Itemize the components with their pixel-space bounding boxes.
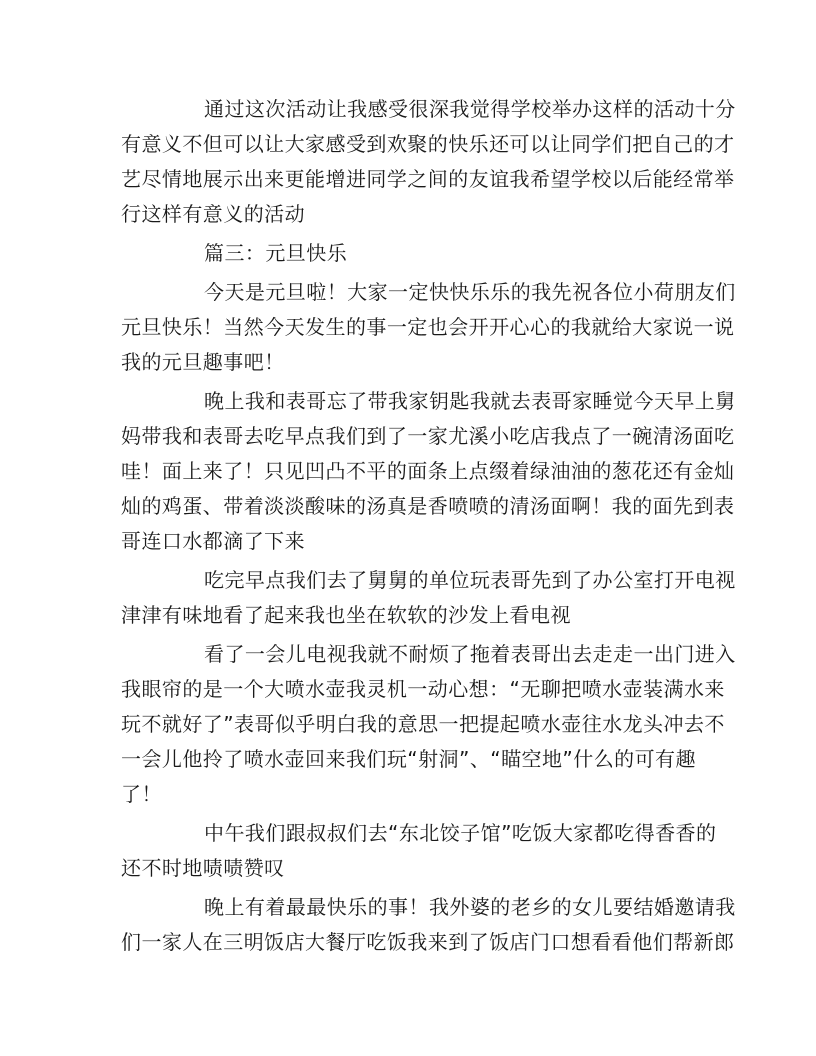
text-line: 灿的鸡蛋、带着淡淡酸味的汤真是香喷喷的清汤面啊！我的面先到表 bbox=[121, 494, 735, 518]
text-line: 元旦快乐！当然今天发生的事一定也会开开心心的我就给大家说一说 bbox=[121, 315, 735, 339]
text-line: 晚上我和表哥忘了带我家钥匙我就去表哥家睡觉今天早上舅 bbox=[204, 389, 736, 413]
text-line: 哥连口水都滴了下来 bbox=[121, 529, 306, 553]
text-line: 吃完早点我们去了舅舅的单位玩表哥先到了办公室打开电视 bbox=[204, 568, 736, 592]
text-line: 中午我们跟叔叔们去“东北饺子馆”吃饭大家都吃得香香的 bbox=[204, 821, 717, 845]
text-line: 还不时地啧啧赞叹 bbox=[121, 856, 285, 880]
text-line: 通过这次活动让我感受很深我觉得学校举办这样的活动十分 bbox=[204, 97, 736, 121]
text-line: 们一家人在三明饭店大餐厅吃饭我来到了饭店门口想看看他们帮新郎 bbox=[121, 930, 735, 954]
text-line: 今天是元旦啦！大家一定快快乐乐的我先祝各位小荷朋友们 bbox=[204, 280, 736, 304]
text-line: 艺尽情地展示出来更能增进同学之间的友谊我希望学校以后能经常举 bbox=[121, 167, 735, 191]
text-line: 我眼帘的是一个大喷水壶我灵机一动心想：“无聊把喷水壶装满水来 bbox=[121, 677, 725, 701]
text-line: 妈带我和表哥去吃早点我们到了一家尤溪小吃店我点了一碗清汤面吃 bbox=[121, 424, 735, 448]
text-line: 了！ bbox=[121, 782, 162, 806]
text-line: 我的元旦趣事吧！ bbox=[121, 350, 285, 374]
text-line: 一会儿他拎了喷水壶回来我们玩“射洞”、“瞄空地”什么的可有趣 bbox=[121, 747, 696, 771]
section-heading: 篇三：元旦快乐 bbox=[204, 241, 348, 265]
text-line: 哇！面上来了！只见凹凸不平的面条上点缀着绿油油的葱花还有金灿 bbox=[121, 459, 735, 483]
text-line: 津津有味地看了起来我也坐在软软的沙发上看电视 bbox=[121, 603, 571, 627]
text-line: 看了一会儿电视我就不耐烦了拖着表哥出去走走一出门进入 bbox=[204, 642, 736, 666]
text-line: 晚上有着最最快乐的事！我外婆的老乡的女儿要结婚邀请我 bbox=[204, 895, 736, 919]
text-line: 有意义不但可以让大家感受到欢聚的快乐还可以让同学们把自己的才 bbox=[121, 132, 735, 156]
text-line: 行这样有意义的活动 bbox=[121, 202, 306, 226]
text-line: 玩不就好了”表哥似乎明白我的意思一把提起喷水壶往水龙头冲去不 bbox=[121, 712, 725, 736]
